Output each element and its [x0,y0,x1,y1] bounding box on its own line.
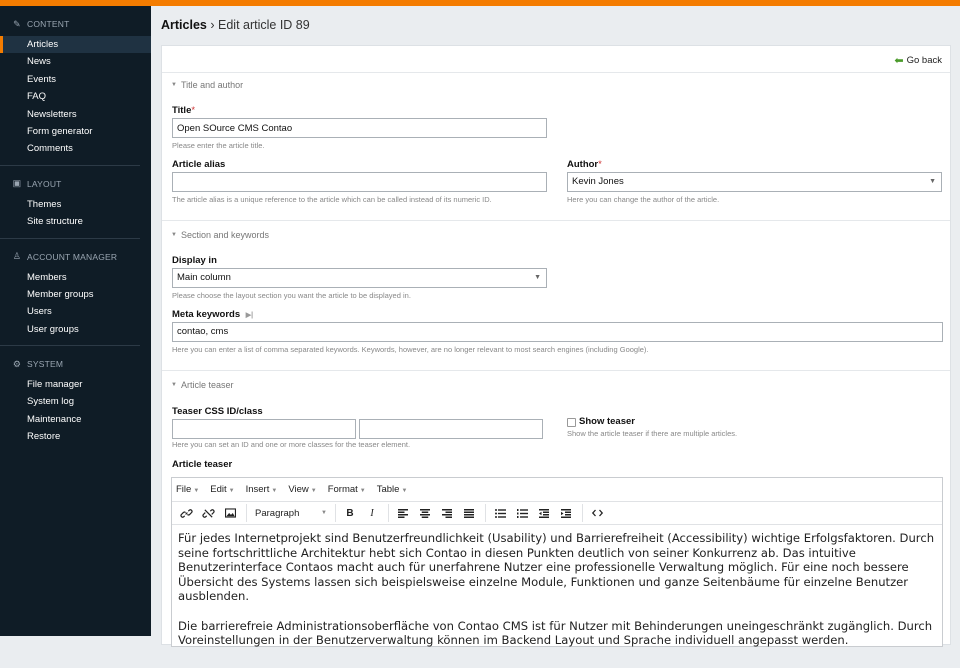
editor-menubar [172,478,942,502]
chevron-down-icon: ▼ [929,178,936,185]
chevron-down-icon: ▼ [193,488,200,494]
teaser-css-label: Teaser CSS ID/class [172,406,263,417]
teaser-css-hint: Here you can set an ID and one or more classes for the teaser element. [172,440,411,449]
insert-link-icon[interactable] [176,504,196,522]
source-code-icon[interactable] [587,504,607,522]
sidebar-item-members[interactable]: Members [27,271,67,283]
toolbar-divider [246,504,247,522]
toolbar-divider [388,504,389,522]
sidebar-item-newsletters[interactable]: Newsletters [27,108,77,120]
legend-article-teaser[interactable]: ▼ Article teaser [171,380,234,390]
chevron-down-icon: ▼ [534,274,541,281]
sidebar [0,6,151,636]
author-select[interactable]: Kevin Jones ▼ [567,172,942,192]
article-teaser-label: Article teaser [172,459,233,470]
layout-icon: ▣ [12,178,22,189]
menu-file[interactable]: File ▼ [176,484,200,495]
toolbar-divider [582,504,583,522]
nav-group-layout [0,166,140,239]
teaser-css-class-input[interactable] [359,419,543,439]
rich-text-editor[interactable] [171,477,943,647]
gear-icon: ⚙ [12,358,22,369]
edit-icon: ✎ [13,18,21,29]
collapse-triangle-icon: ▼ [171,232,177,238]
page-title: Edit article ID 89 [218,18,310,32]
editor-paragraph: Die barrierefreie Administrationsoberfläche von Contao CMS ist für Nutzer mit Behinderungen uneingeschränkt zugänglich. Durch Voreinstellungen in der Benutzerverwaltung können im Backend Layout und Sprache individuell angepasst werden. [178,618,933,648]
display-in-label: Display in [172,255,217,266]
toolbar-divider [485,504,486,522]
divider [162,220,950,221]
sidebar-item-themes[interactable]: Themes [27,198,62,210]
nav-header-account-manager[interactable]: ♙ ACCOUNT MANAGER [12,251,118,262]
divider [162,370,950,371]
align-justify-icon[interactable] [459,504,479,522]
title-label: Title* [172,105,196,116]
alias-label: Article alias [172,159,226,170]
sidebar-item-file-manager[interactable]: File manager [27,379,83,391]
sidebar-item-faq[interactable]: FAQ [27,91,47,103]
sidebar-item-users[interactable]: Users [27,306,52,318]
align-left-icon[interactable] [393,504,413,522]
go-back-button[interactable]: ⬅ Go back [894,55,942,67]
chevron-down-icon: ▼ [271,488,278,494]
block-format-select[interactable]: Paragraph ▼ [255,507,327,519]
meta-keywords-hint: Here you can enter a list of comma separated keywords. Keywords, however, are no longer relevant to most search engines (including Google). [172,345,649,354]
alias-input[interactable] [172,172,547,192]
show-teaser-hint: Show the article teaser if there are multiple articles. [567,429,738,438]
show-teaser-label[interactable]: Show teaser [579,416,635,427]
user-icon: ♙ [12,251,22,262]
legend-title-author[interactable]: ▼ Title and author [171,80,244,90]
main-content [151,6,960,648]
nav-group-system [0,346,140,453]
align-center-icon[interactable] [415,504,435,522]
sidebar-item-user-groups[interactable]: User groups [27,323,79,335]
numbered-list-icon[interactable] [512,504,532,522]
chevron-down-icon: ▼ [228,488,235,494]
show-teaser-checkbox[interactable] [567,418,576,427]
menu-insert[interactable]: Insert ▼ [245,484,278,495]
title-hint: Please enter the article title. [172,141,265,150]
sidebar-item-restore[interactable]: Restore [27,431,61,443]
outdent-icon[interactable] [534,504,554,522]
alias-hint: The article alias is a unique reference to the article which can be called instead of its numeric ID. [172,195,492,204]
legend-section-keywords[interactable]: ▼ Section and keywords [171,230,270,240]
sidebar-item-system-log[interactable]: System log [27,396,74,408]
editor-paragraph: Für jedes Internetprojekt sind Benutzerfreundlichkeit (Usability) und Barrierefreiheit (Accessibility) wichtige Erfolgsfaktoren. Durch seine fortschrittliche Architektur hebt sich Contao in diesen Punkten deutlich von seiner Konkurrenz ab. Das intuitive Benutzerinterface Contaos macht auch für unerfahrene Nutzer eine professionelle Verwaltung möglich. Für eine noch bessere Übersicht des Systems lassen sich beispielsweise einzelne Module, Funktionen und ganze Seitenbäume für einzelne Benutzer ausblenden. [178,531,935,604]
bullet-list-icon[interactable] [490,504,510,522]
breadcrumb-section[interactable]: Articles [161,18,207,32]
author-label: Author* [567,159,602,170]
indent-icon[interactable] [556,504,576,522]
edit-form [161,45,951,648]
sidebar-item-events[interactable]: Events [27,73,57,85]
display-in-hint: Please choose the layout section you want the article to be displayed in. [172,291,411,300]
title-input[interactable] [172,118,547,138]
sidebar-item-maintenance[interactable]: Maintenance [27,413,82,425]
chevron-down-icon: ▼ [359,488,366,494]
rte-toggle-icon[interactable]: ▶| [245,312,254,319]
sidebar-item-news[interactable]: News [27,56,51,68]
nav-header-system[interactable]: ⚙ SYSTEM [12,358,64,370]
nav-header-layout[interactable]: ▣ LAYOUT [12,178,62,189]
teaser-css-id-input[interactable] [172,419,356,439]
bold-icon[interactable]: B [346,507,354,519]
sidebar-item-site-structure[interactable]: Site structure [27,216,83,228]
sidebar-item-form-generator[interactable]: Form generator [27,125,93,137]
sidebar-item-member-groups[interactable]: Member groups [27,288,94,300]
arrow-left-icon: ⬅ [894,55,904,67]
chevron-down-icon: ▼ [401,488,408,494]
author-hint: Here you can change the author of the article. [567,195,720,204]
chevron-down-icon: ▼ [321,510,327,516]
sidebar-item-comments[interactable]: Comments [27,143,73,155]
display-in-select[interactable]: Main column ▼ [172,268,547,288]
breadcrumb [161,18,310,32]
menu-view[interactable]: View ▼ [288,484,317,495]
toolbar-divider [335,504,336,522]
menu-format[interactable]: Format ▼ [327,484,366,495]
collapse-triangle-icon: ▼ [171,382,177,388]
chevron-down-icon: ▼ [310,488,317,494]
italic-icon[interactable]: I [370,507,374,519]
nav-header-content[interactable]: ✎ CONTENT [13,18,70,29]
meta-keywords-label: Meta keywords ▶| [172,309,254,320]
divider [162,72,950,73]
editor-toolbar [172,502,942,525]
menu-edit[interactable]: Edit ▼ [210,484,235,495]
sidebar-item-articles[interactable]: Articles [0,36,151,53]
nav-group-content [0,6,140,166]
nav-group-account-manager [0,239,140,347]
menu-table[interactable]: Table ▼ [376,484,408,495]
collapse-triangle-icon: ▼ [171,82,177,88]
align-right-icon[interactable] [437,504,457,522]
meta-keywords-textarea[interactable]: contao, cms [172,322,943,342]
breadcrumb-separator: › [210,18,215,32]
remove-link-icon[interactable] [198,504,218,522]
insert-image-icon[interactable] [220,504,240,522]
editor-content-area[interactable] [172,525,942,668]
